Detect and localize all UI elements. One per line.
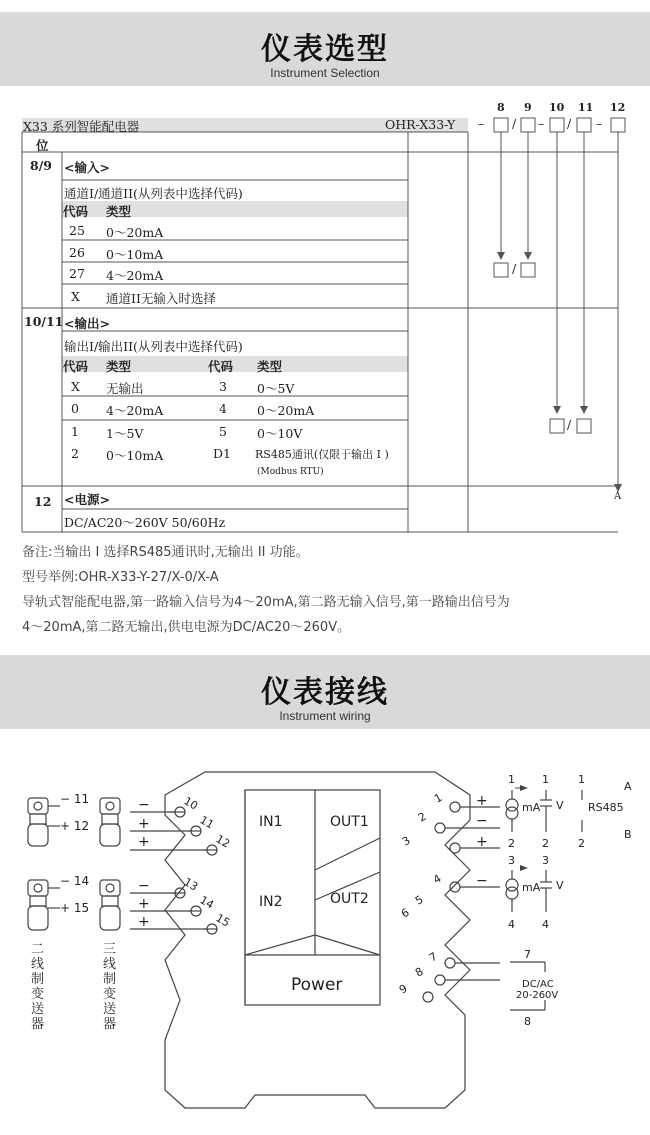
two-wire-caption: 二线制变送器 (31, 942, 45, 1032)
input-code: 27 (69, 266, 85, 281)
terminal-number: 12 (213, 832, 233, 851)
dash: – (478, 116, 485, 131)
arrow-icon (520, 865, 528, 871)
plus-sign: + (476, 834, 488, 850)
out-number: 4 (508, 918, 515, 931)
terminal-number: 11 (197, 813, 217, 832)
plus-sign: + (476, 793, 488, 809)
terminal-number: 1 (432, 790, 445, 806)
transmitter-icon (100, 880, 120, 930)
terminal-number: 7 (427, 949, 440, 965)
out2-label: OUT2 (330, 891, 369, 907)
input-code-label: 代码 (63, 204, 89, 219)
out-number: 3 (542, 854, 549, 867)
note-line: 型号举例:OHR-X33-Y-27/X-0/X-A (22, 570, 219, 585)
note-line: 导轨式智能配电器,第一路输入信号为4～20mA,第二路无输入信号,第一路输出信号为 (22, 595, 510, 610)
out-number: 3 (508, 854, 515, 867)
model-name: X33 系列智能配电器 (23, 119, 140, 134)
terminal-number: 6 (399, 905, 412, 921)
dash: – (538, 116, 545, 131)
out-number: 7 (524, 948, 531, 961)
input-heading: <输入> (64, 160, 110, 175)
in1-label: IN1 (259, 814, 283, 830)
in2-label: IN2 (259, 894, 283, 910)
output-type: 0～20mA (257, 403, 315, 418)
input-code: 26 (69, 245, 85, 260)
out-number: 2 (578, 837, 585, 850)
transmitter-icon (28, 798, 48, 846)
input-type-label: 类型 (106, 204, 132, 219)
v-label: V (556, 879, 564, 892)
output-type: 无输出 (106, 381, 144, 396)
terminal-number: 8 (413, 964, 426, 980)
output-code: 4 (219, 401, 227, 416)
terminal-number: 9 (397, 981, 410, 997)
out-number: 8 (524, 1015, 531, 1028)
tx-label: + 15 (60, 901, 90, 915)
three-wire-caption: 三线制变送器 (103, 942, 117, 1032)
digit-column-label: 位 (36, 138, 49, 153)
terminal-number: 10 (181, 794, 201, 813)
note-line: 备注:当输出 I 选择RS485通讯时,无输出 II 功能。 (22, 545, 309, 560)
output-code: 3 (219, 379, 227, 394)
output-code-label: 代码 (63, 359, 89, 374)
ma-label: mA (522, 801, 541, 814)
wiring-subtitle: Instrument wiring (279, 709, 371, 723)
power-block-label: Power (291, 975, 343, 995)
minus-sign: − (476, 873, 488, 889)
minus-sign: − (138, 878, 150, 894)
power-pos: 12 (34, 494, 52, 509)
input-type: 0～10mA (106, 247, 164, 262)
slash: / (512, 261, 517, 276)
transmitter-icon (28, 880, 48, 930)
pos-number: 9 (524, 101, 532, 114)
output-code: D1 (213, 446, 231, 461)
modbus-note: (Modbus RTU) (257, 467, 324, 477)
output-type: 1～5V (106, 426, 144, 441)
output-heading: <输出> (64, 316, 110, 331)
terminal-number: 3 (400, 833, 413, 849)
slash: / (512, 116, 517, 131)
tx-label: + 12 (60, 819, 90, 833)
input-type: 0～20mA (106, 225, 164, 240)
out-number: 2 (508, 837, 515, 850)
terminal-number: 13 (181, 875, 201, 894)
output-code: 1 (71, 424, 79, 439)
wiring-title: 仪表接线 (261, 675, 389, 710)
input-code: X (71, 289, 80, 304)
rs485-label: RS485 (588, 801, 624, 814)
transmitter-icon (100, 798, 120, 846)
output-code: 0 (71, 401, 79, 416)
output-type: 4～20mA (106, 403, 164, 418)
out-number: 4 (542, 918, 549, 931)
input-type: 通道II无输入时选择 (106, 291, 216, 306)
voltage-range: 20-260V (516, 990, 559, 1001)
input-type: 4～20mA (106, 268, 164, 283)
pos-number: 10 (549, 101, 565, 114)
dash: – (596, 116, 603, 131)
v-label: V (556, 799, 564, 812)
output-type-label-2: 类型 (257, 359, 283, 374)
out-number: 1 (542, 773, 549, 786)
tx-label: − 14 (60, 874, 90, 888)
minus-sign: − (476, 813, 488, 829)
rs485-b: B (624, 828, 632, 841)
plus-sign: + (138, 896, 150, 912)
pos-number: 12 (610, 101, 626, 114)
out-number: 1 (578, 773, 585, 786)
power-mark: A (614, 491, 622, 502)
model-code: OHR-X33-Y (385, 117, 456, 132)
plus-sign: + (138, 914, 150, 930)
slash: / (567, 417, 572, 432)
power-heading: <电源> (64, 492, 110, 507)
selection-subtitle: Instrument Selection (270, 66, 380, 80)
output-type: RS485通讯(仅限于输出 I ) (255, 448, 389, 461)
output-type: 0～10mA (106, 448, 164, 463)
slash: / (567, 116, 572, 131)
output-code-label-2: 代码 (208, 359, 234, 374)
input-pos: 8/9 (30, 158, 52, 173)
pos-number: 11 (578, 101, 594, 114)
ma-label: mA (522, 881, 541, 894)
terminal-number: 4 (431, 871, 444, 887)
plus-sign: + (138, 816, 150, 832)
output-code: X (71, 379, 80, 394)
terminal-number: 5 (413, 892, 426, 908)
output-code: 5 (219, 424, 227, 439)
input-subheading: 通道I/通道II(从列表中选择代码) (64, 186, 243, 201)
terminal-number: 15 (213, 911, 233, 930)
input-code: 25 (69, 223, 85, 238)
dcac-label: DC/AC (522, 979, 554, 990)
output-subheading: 输出I/输出II(从列表中选择代码) (64, 339, 243, 354)
output-type: 0～5V (257, 381, 295, 396)
out-number: 1 (508, 773, 515, 786)
pos-number: 8 (497, 101, 505, 114)
output-code: 2 (71, 446, 79, 461)
selection-title: 仪表选型 (261, 32, 389, 67)
out1-label: OUT1 (330, 814, 369, 830)
tx-label: − 11 (60, 792, 90, 806)
plus-sign: + (138, 834, 150, 850)
output-type: 0～10V (257, 426, 303, 441)
output-type-label: 类型 (106, 359, 132, 374)
rs485-a: A (624, 780, 632, 793)
out-number: 2 (542, 837, 549, 850)
output-pos: 10/11 (24, 314, 64, 329)
note-line: 4～20mA,第二路无输出,供电电源为DC/AC20～260V。 (22, 620, 351, 635)
power-value: DC/AC20～260V 50/60Hz (64, 515, 226, 530)
terminal-number: 14 (197, 893, 217, 912)
terminal-number: 2 (416, 809, 429, 825)
minus-sign: − (138, 797, 150, 813)
